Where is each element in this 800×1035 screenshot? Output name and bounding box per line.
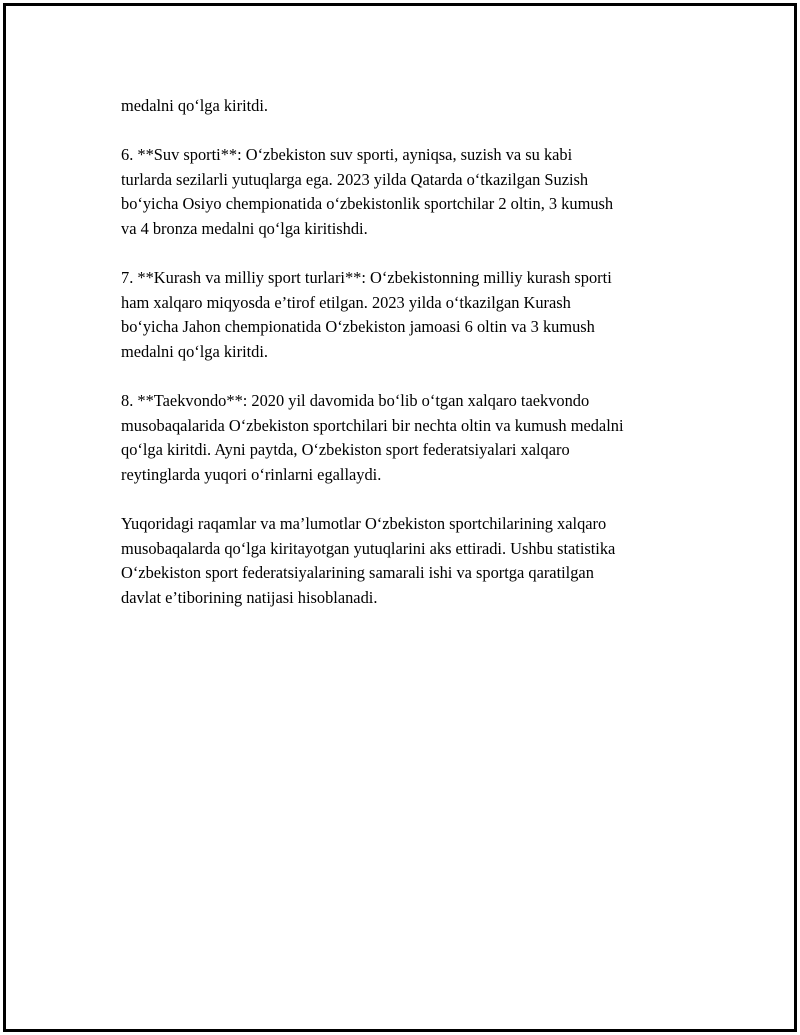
paragraph-taekwondo: 8. **Taekvondo**: 2020 yil davomida bo‘lib o‘tgan xalqaro taekvondo musobaqalarida O‘zbekiston sportchilari bir nechta oltin va kumush medalni qo‘lga kiritdi. Ayni paytda, O‘zbekiston sport federatsiyalari xalqaro reytinglarda yuqori o‘rinlarni egallaydi. xyxy=(121,391,624,484)
page-frame xyxy=(3,3,797,1032)
paragraph-kurash: 7. **Kurash va milliy sport turlari**: O‘zbekistonning milliy kurash sporti ham xalqaro miqyosda e’tirof etilgan. 2023 yilda o‘tkazilgan Kurash bo‘yicha Jahon chempionatida O‘zbekiston jamoasi 6 oltin va 3 kumush medalni qo‘lga kiritdi. xyxy=(121,268,612,361)
paragraph-conclusion: Yuqoridagi raqamlar va ma’lumotlar O‘zbekiston sportchilarining xalqaro musobaqalarda qo‘lga kiritayotgan yutuqlarini aks ettiradi. Ushbu statistika O‘zbekiston sport federatsiyalarining samarali ishi va sportga qaratilgan davlat e’tiborining natijasi hisoblanadi. xyxy=(121,514,616,607)
paragraph-water-sports: 6. **Suv sporti**: O‘zbekiston suv sporti, ayniqsa, suzish va su kabi turlarda sezilarli yutuqlarga ega. 2023 yilda Qatarda o‘tkazilgan Suzish bo‘yicha Osiyo chempionatida o‘zbekistonlik sportchilar 2 oltin, 3 kumush va 4 bronza medalni qo‘lga kiritishdi. xyxy=(121,145,614,238)
page-content xyxy=(121,94,701,635)
paragraph-continuation: medalni qo‘lga kiritdi. xyxy=(121,96,269,115)
